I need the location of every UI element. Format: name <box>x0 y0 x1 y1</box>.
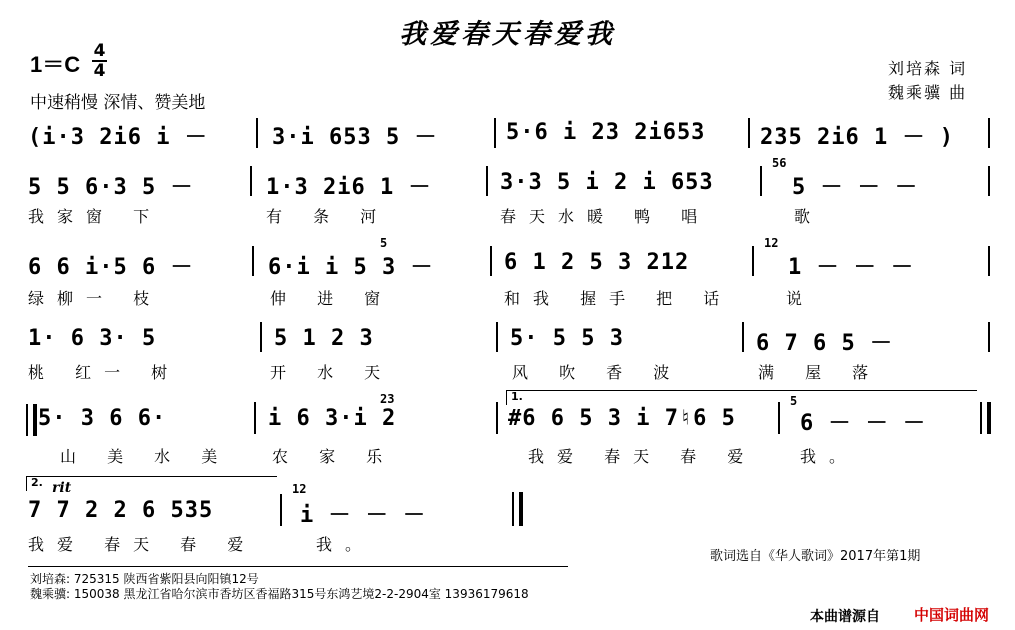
row5-measure2: i 6 3·i 2 <box>268 406 397 431</box>
row6-measure2: i － － － <box>300 503 426 528</box>
grace-note: 56 <box>772 156 787 170</box>
final-barline <box>512 492 523 526</box>
row5-lyric1: 山 美 水 美 <box>60 447 231 466</box>
row4-measure1: 1· 6 3· 5 <box>28 326 157 351</box>
row3-measure3: 6 1 2 5 3 212 <box>504 250 690 275</box>
row5-measure1: 5· 3 6 6· <box>38 406 167 431</box>
row5-lyric4: 我。 <box>800 447 859 466</box>
lyricist-contact: 刘培森: 725315 陕西省紫阳县向阳镇12号 <box>30 572 259 586</box>
row4-measure4: 6 7 6 5 － <box>756 331 893 356</box>
row2-lyric4: 歌 <box>794 207 824 226</box>
row6-lyric1: 我爱 春天 春 爱 <box>28 535 257 554</box>
barline <box>252 246 254 276</box>
row4-lyric1: 桃 红一 树 <box>28 363 181 382</box>
meter-bottom: 4 <box>93 61 106 81</box>
row5-lyric3: 我爱 春天 春 爱 <box>528 447 757 466</box>
site-link[interactable]: 中国词曲网 <box>914 606 990 624</box>
barline <box>778 402 780 434</box>
ritardando-marking: rit <box>52 480 72 496</box>
composer-contact: 魏乘骥: 150038 黑龙江省哈尔滨市香坊区香福路315号东鸿艺境2-2-2904室 13936179618 <box>30 587 529 601</box>
grace-note: 5 <box>790 394 798 408</box>
row3-lyric2: 伸 进 窗 <box>270 289 394 308</box>
row3-measure4: 1 － － － <box>788 255 914 280</box>
barline <box>760 166 762 196</box>
grace-note: 12 <box>764 236 779 250</box>
row3-measure1: 6 6 i·5 6 － <box>28 255 194 280</box>
barline <box>742 322 744 352</box>
grace-note: 23 <box>380 392 395 406</box>
meter-top: 4 <box>93 41 106 61</box>
key-signature: 1＝C <box>30 52 81 77</box>
row2-measure3: 3·3 5 i 2 i 653 <box>500 170 714 195</box>
barline <box>256 118 258 148</box>
row2-lyric3: 春天水暖 鸭 唱 <box>500 207 711 226</box>
row3-measure2: 6·i i 5 3 － <box>268 255 434 280</box>
row4-lyric4: 满 屋 落 <box>758 363 882 382</box>
row2-measure4: 5 － － － <box>792 175 918 200</box>
composer-credit: 魏乘骥 曲 <box>888 83 968 102</box>
row5-measure3: #6 6 5 3 i 7♮6 5 <box>508 406 736 431</box>
barline <box>748 118 750 148</box>
row2-measure2: 1·3 2i6 1 － <box>266 175 432 200</box>
barline <box>260 322 262 352</box>
row5-lyric2: 农 家 乐 <box>272 447 396 466</box>
row2-lyric2: 有 条 河 <box>266 207 390 226</box>
barline <box>250 166 252 196</box>
barline <box>254 402 256 434</box>
tempo-marking: 中速稍慢 深情、赞美地 <box>30 93 206 113</box>
row6-measure1: 7 7 2 2 6 535 <box>28 498 214 523</box>
row4-lyric2: 开 水 天 <box>270 363 394 382</box>
row4-measure3: 5· 5 5 3 <box>510 326 624 351</box>
barline <box>496 402 498 434</box>
barline <box>988 246 990 276</box>
source-label: 本曲谱源自 <box>810 609 880 625</box>
barline <box>988 166 990 196</box>
first-ending-bracket <box>506 390 977 405</box>
barline <box>490 246 492 276</box>
barline <box>280 494 282 526</box>
volta-label: 2. <box>31 476 43 489</box>
repeat-end-barline <box>980 402 991 434</box>
divider <box>28 566 568 567</box>
row1-measure2: 3·i 653 5 － <box>272 125 438 150</box>
barline <box>988 322 990 352</box>
row2-lyric1: 我家窗 下 <box>28 207 163 226</box>
row4-lyric3: 风 吹 香 波 <box>512 363 683 382</box>
row1-measure3: 5·6 i 23 2i653 <box>506 120 706 145</box>
row3-lyric4: 说 <box>786 289 816 308</box>
barline <box>494 118 496 148</box>
lyricist-credit: 刘培森 词 <box>888 59 968 78</box>
barline <box>988 118 990 148</box>
barline <box>496 322 498 352</box>
row4-measure2: 5 1 2 3 <box>274 326 374 351</box>
volta-label: 1. <box>511 390 523 403</box>
row6-lyric2: 我。 <box>316 535 375 554</box>
time-signature <box>92 42 107 80</box>
row3-lyric3: 和我 握手 把 话 <box>504 289 733 308</box>
row1-measure1: (i·3 2i6 i － <box>28 125 208 150</box>
row5-measure4: 6 － － － <box>800 411 926 436</box>
grace-note: 12 <box>292 482 307 496</box>
song-title: 我爱春天春爱我 <box>399 19 616 50</box>
repeat-start-barline <box>26 404 37 436</box>
barline <box>486 166 488 196</box>
row3-lyric1: 绿柳一 枝 <box>28 289 163 308</box>
row1-measure4: 235 2i6 1 － ) <box>760 125 954 150</box>
lyrics-source-note: 歌词选自《华人歌词》2017年第1期 <box>710 549 921 564</box>
row2-measure1: 5 5 6·3 5 － <box>28 175 194 200</box>
grace-note: 5 <box>380 236 388 250</box>
barline <box>752 246 754 276</box>
